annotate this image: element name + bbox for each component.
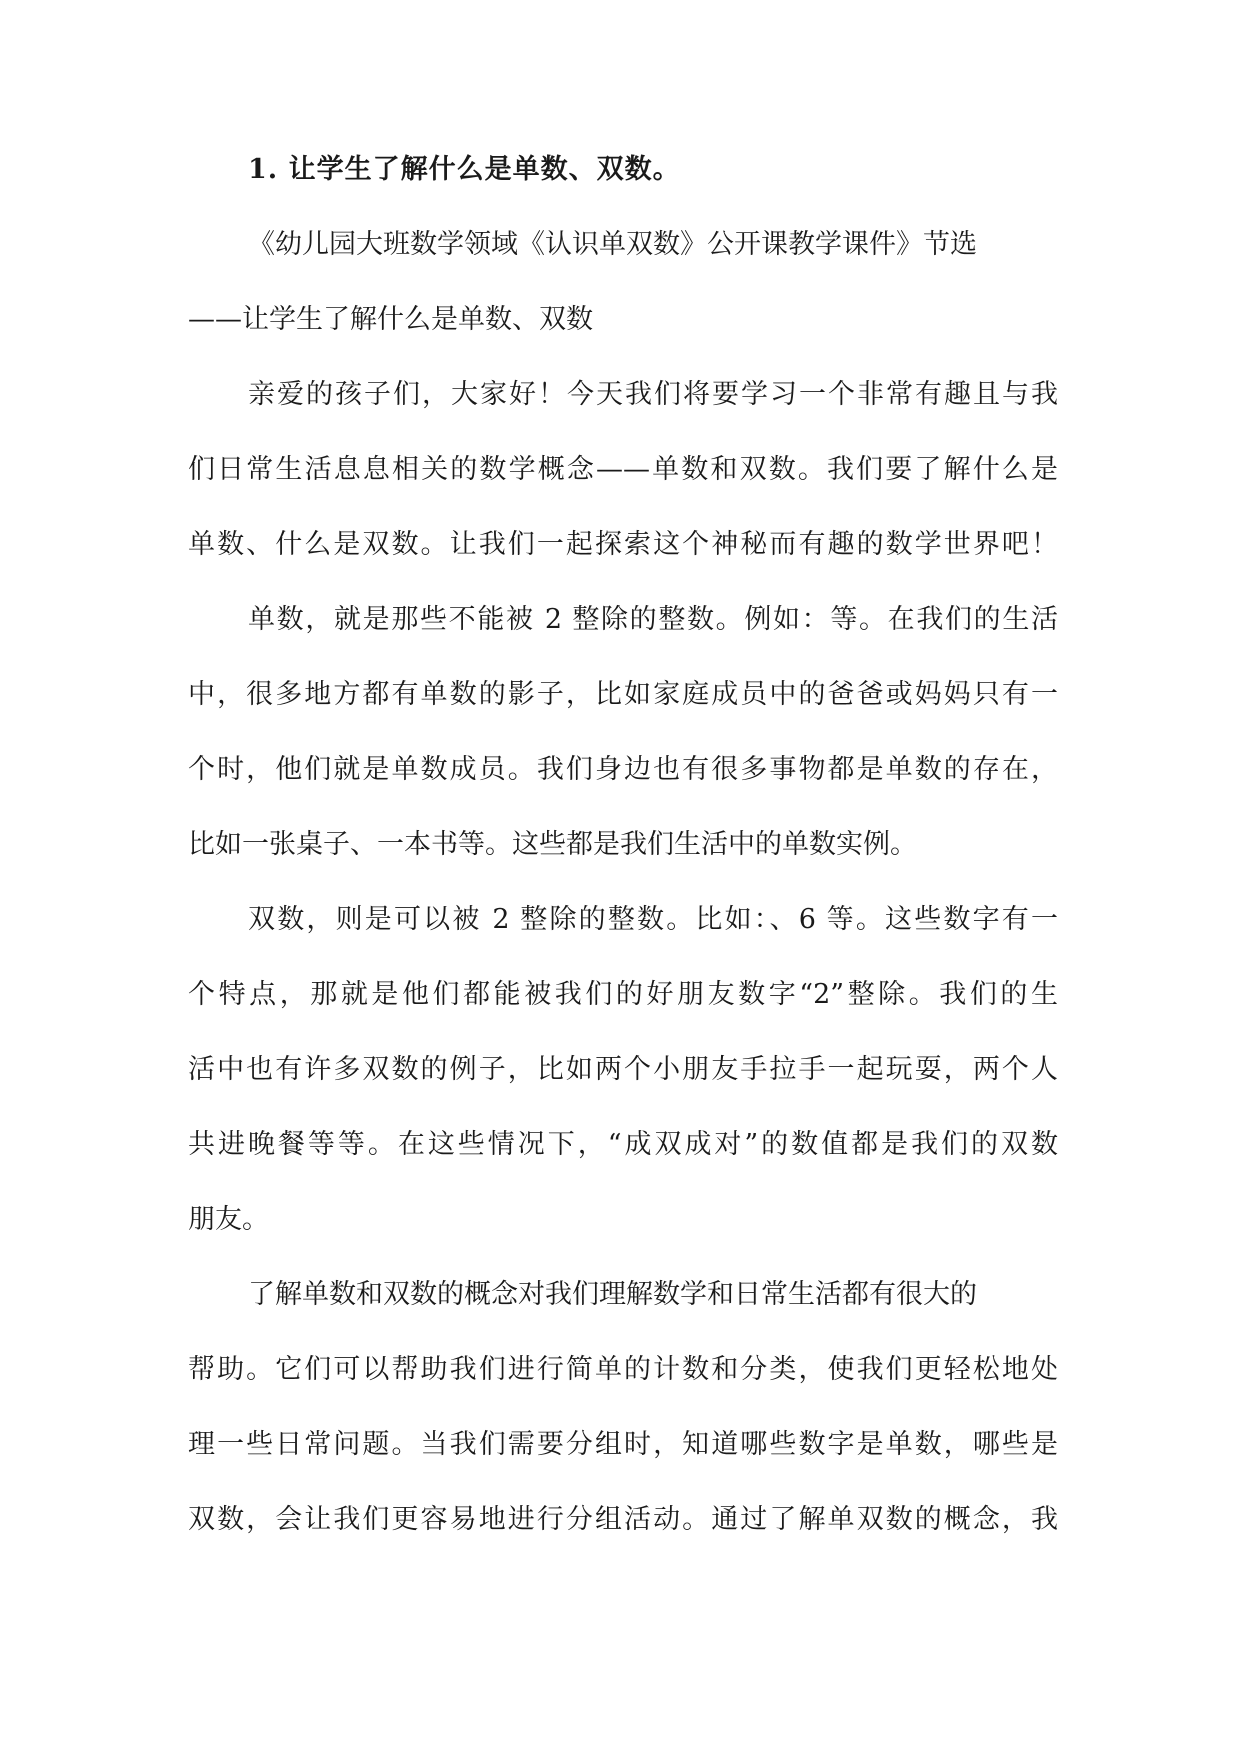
paragraph-line: 《幼儿园大班数学领域《认识单双数》公开课教学课件》节选	[248, 229, 977, 260]
paragraph-line: ——让学生了解什么是单数、双数	[188, 304, 593, 335]
paragraph-line: 理一些日常问题。当我们需要分组时，知道哪些数字是单数，哪些是	[188, 1429, 1058, 1460]
paragraph-line: 朋友。	[188, 1204, 269, 1235]
paragraph-line: 双数，会让我们更容易地进行分组活动。通过了解单双数的概念，我	[188, 1504, 1058, 1535]
paragraph-line: 个时，他们就是单数成员。我们身边也有很多事物都是单数的存在，	[188, 754, 1058, 785]
paragraph-line: 了解单数和双数的概念对我们理解数学和日常生活都有很大的	[248, 1279, 977, 1310]
paragraph-line: 共进晚餐等等。在这些情况下，“成双成对”的数值都是我们的双数	[188, 1129, 1058, 1160]
paragraph-line: 帮助。它们可以帮助我们进行简单的计数和分类，使我们更轻松地处	[188, 1354, 1058, 1385]
paragraph-line: 活中也有许多双数的例子，比如两个小朋友手拉手一起玩耍，两个人	[188, 1054, 1058, 1085]
paragraph-line: 单数、什么是双数。让我们一起探索这个神秘而有趣的数学世界吧！	[188, 529, 1058, 560]
paragraph-line: 中，很多地方都有单数的影子，比如家庭成员中的爸爸或妈妈只有一	[188, 679, 1058, 710]
paragraph-line: 们日常生活息息相关的数学概念——单数和双数。我们要了解什么是	[188, 454, 1058, 485]
section-heading: 1. 让学生了解什么是单数、双数。	[248, 154, 681, 185]
paragraph-line: 比如一张桌子、一本书等。这些都是我们生活中的单数实例。	[188, 829, 917, 860]
paragraph-line: 双数，则是可以被 2 整除的整数。比如：、6 等。这些数字有一	[248, 904, 1058, 935]
paragraph-line: 单数，就是那些不能被 2 整除的整数。例如：等。在我们的生活	[248, 604, 1058, 635]
paragraph-line: 个特点，那就是他们都能被我们的好朋友数字“2”整除。我们的生	[188, 979, 1058, 1010]
paragraph-line: 亲爱的孩子们，大家好！今天我们将要学习一个非常有趣且与我	[248, 379, 1058, 410]
